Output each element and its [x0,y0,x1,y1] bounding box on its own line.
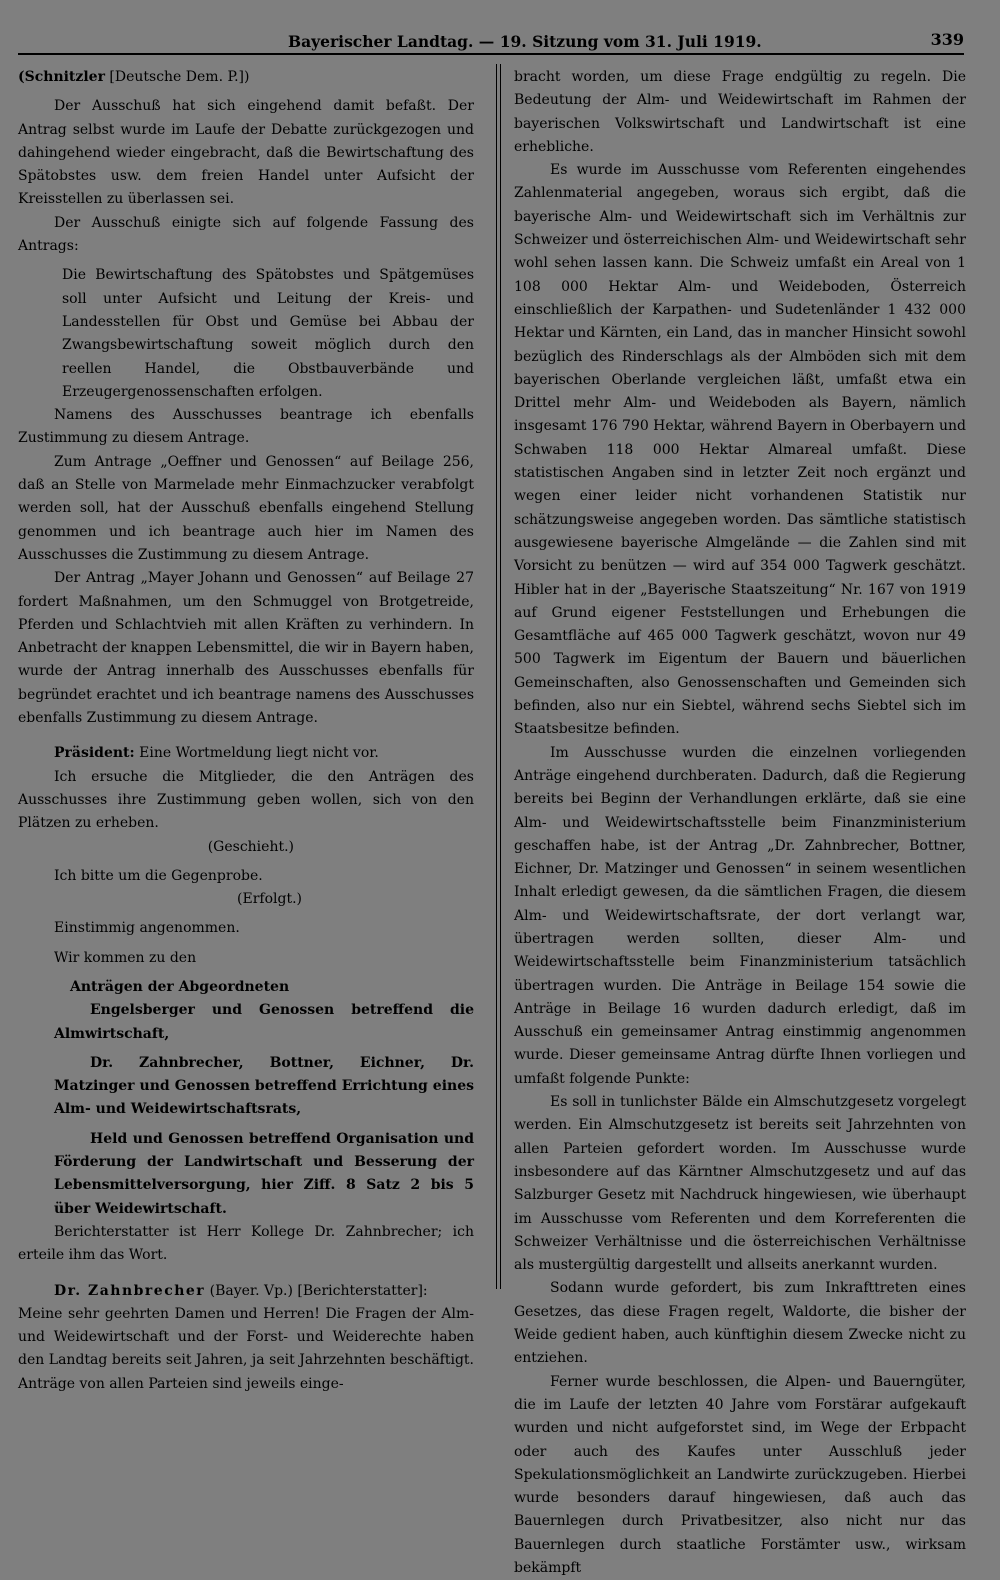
page-header [18,28,964,54]
president-line [18,742,474,765]
left-column [18,66,474,1396]
president-text: Eine Wortmeldung liegt nicht vor. [134,745,379,762]
agenda-item: Dr. Zahnbrecher, Bottner, Eichner, Dr. Matzinger und Genossen betreffend Errichtung eines Alm- und Weidewirtschaftsrats, [54,1054,474,1118]
paragraph: Es soll in tunlichster Bälde ein Almschutzgesetz vorgelegt werden. Ein Almschutzgesetz ist bereits seit Jahrzehnten von allen Parteien gefordert worden. Im Ausschusse wurde insbesondere auf das Kärntner Almschutzgesetz und auf das Salzburger Gesetz mit Nachdruck hingewiesen, wie überhaupt im Ausschusse vom Referenten und dem Korreferenten die Schweizer Verhältnisse und die österreichischen Verhältnisse als mustergültig dargestellt und allseits anerkannt wurden. [514,1094,966,1274]
paragraph: Einstimmig angenommen. [54,920,240,937]
paragraph: Der Antrag „Mayer Johann und Genossen“ auf Beilage 27 fordert Maßnahmen, um den Schmuggel von Brotgetreide, Pferden und Schlachtvieh mit allen Kräften zu verhindern. In Anbetracht der knappen Lebensmittel, die wir in Bayern haben, wurde der Antrag innerhalb des Ausschusses ebenfalls für begründet erachtet und ich beantrage namens des Ausschusses ebenfalls Zustimmung zu diesem Antrage. [18,570,474,727]
paragraph: Ferner wurde beschlossen, die Alpen- und Bauerngüter, die im Laufe der letzten 40 Jahre vom Forstärar aufgekauft wurden und nicht aufgeforstet sind, im Wege der Erbpacht oder auch des Kaufes unter Ausschluß jeder Spekulationsmöglichkeit an Landwirte zurückzugeben. Hierbei wurde besonders darauf hingewiesen, daß auch das Bauernlegen durch Privatbesitzer, also nicht nur das Bauernlegen durch staatliche Forstämter usw., wirksam bekämpft [514,1373,966,1576]
stage-direction: (Erfolgt.) [237,891,302,908]
running-title: Bayerischer Landtag. — 19. Sitzung vom 31. Juli 1919. [288,32,762,51]
paragraph: Ich ersuche die Mitglieder, die den Anträgen des Ausschusses ihre Zustimmung geben wollen, sich von den Plätzen zu erheben. [18,768,474,832]
speaker-name: (Schnitzler [18,69,105,85]
right-column [514,66,966,1580]
stage-direction: (Geschieht.) [207,838,294,855]
paragraph: Zum Antrage „Oeffner und Genossen“ auf Beilage 256, daß an Stelle von Marmelade mehr Einmachzucker verabfolgt werden soll, hat der Ausschuß ebenfalls eingehend Stellung genommen und ich beantrage auch hier im Namen des Ausschusses die Zustimmung zu diesem Antrage. [18,453,474,563]
paragraph: Es wurde im Ausschusse vom Referenten eingehendes Zahlenmaterial angegeben, woraus sich ergibt, daß die bayerische Alm- und Weidewirtschaft sich im Verhältnis zur Schweizer und österreichischen Alm- und Weidewirtschaft sehr wohl sehen lassen kann. Die Schweiz umfaßt ein Areal von 1 108 000 Hektar Alm- und Weideboden, Österreich einschließlich der Karpathen- und Sudetenländer 1 432 000 Hektar und Kärnten, ein Land, das in mancher Hinsicht sowohl bezüglich des Rinderschlags als der Almböden sich mit dem bayerischen Oberlande vergleichen läßt, umfaßt etwa ein Drittel mehr Alm- und Weideboden als Bayern, nämlich insgesamt 176 790 Hektar, während Bayern in Oberbayern und Schwaben 118 000 Hektar Almareal umfaßt. Diese statistischen Angaben sind in letzter Zeit noch ergänzt und wegen einer leider nicht vorhandenen Statistik nur schätzungsweise angegeben worden. Das sämtliche statistisch ausgewiesene bayerische Almgelände — die Zahlen sind mit Vorsicht zu benützen — wird auf 354 000 Tagwerk geschätzt. Hibler hat in der „Bayerische Staatszeitung“ Nr. 167 von 1919 auf Grund eigener Feststellungen und Erhebungen die Gesamtfläche auf 465 000 Tagwerk geschätzt, wovon nur 49 500 Tagwerk im Eigentum der Bauern und bäuerlichen Gemeinschaften, also Genossenschaften und Gemeinden sich befinden, also nur ein Siebtel, während sechs Siebtel sich im Staatsbesitze befinden. [514,162,966,738]
paragraph: Meine sehr geehrten Damen und Herren! Die Fragen der Alm- und Weidewirtschaft und der Forst- und Weiderechte haben den Landtag bereits seit Jahren, ja seit Jahrzehnten beschäftigt. Anträge von allen Parteien sind jeweils einge- [18,1305,474,1392]
speaker-line [18,66,474,89]
column-divider [496,64,501,1289]
paragraph: bracht worden, um diese Frage endgültig zu regeln. Die Bedeutung der Alm- und Weidewirtschaft im Rahmen der bayerischen Volkswirtschaft und Landwirtschaft ist eine erhebliche. [514,69,966,155]
paragraph: Sodann wurde gefordert, bis zum Inkrafttreten eines Gesetzes, das diese Fragen regelt, Waldorte, die bisher der Weide gedient haben, auch künftighin diesem Zwecke nicht zu entziehen. [514,1280,966,1367]
paragraph: Im Ausschusse wurden die einzelnen vorliegenden Anträge eingehend durchberaten. Dadurch, daß die Regierung bereits bei Beginn der Verhandlungen erklärte, daß sie eine Alm- und Weidewirtschaftsstelle beim Finanzministerium geschaffen habe, ist der Antrag „Dr. Zahnbrecher, Bottner, Eichner, Dr. Matzinger und Genossen“ in seinem wesentlichen Inhalt erledigt gewesen, da die sämtlichen Fragen, die diesem Alm- und Weidewirtschaftsrate, der dort verlangt war, übertragen werden sollten, dieser Alm- und Weidewirtschaftsstelle beim Finanzministerium tatsächlich übertragen wurden. Die Anträge in Beilage 154 sowie die Anträge in Beilage 16 wurden dadurch erledigt, daß im Ausschuß ein gemeinsamer Antrag einstimmig angenommen wurde. Dieser gemeinsame Antrag dürfte Ihnen vorliegen und umfaßt folgende Punkte: [514,744,966,1087]
paragraph: Der Ausschuß einigte sich auf folgende Fassung des Antrags: [18,214,474,255]
agenda-heading: Anträgen der Abgeordneten [70,978,290,995]
paragraph: Ich bitte um die Gegenprobe. [54,867,263,884]
speaker-line [18,1280,474,1303]
paragraph: Berichterstatter ist Herr Kollege Dr. Zahnbrecher; ich erteile ihm das Wort. [18,1223,474,1264]
paragraph: Wir kommen zu den [54,949,197,966]
speaker-name: Dr. Zahnbrecher [54,1282,206,1299]
paragraph: Der Ausschuß hat sich eingehend damit befaßt. Der Antrag selbst wurde im Laufe der Debatte zurückgezogen und dahingehend wieder eingebracht, daß die Bewirtschaftung des Spätobstes usw. dem freien Handel unter Aufsicht der Kreisstellen zu überlassen sei. [18,98,474,208]
page-number: 339 [930,30,964,49]
speaker-party: [Deutsche Dem. P.]) [104,69,250,85]
president-label: Präsident: [54,745,135,762]
speaker-party: (Bayer. Vp.) [Berichterstatter]: [205,1282,428,1299]
agenda-item: Engelsberger und Genossen betreffend die Almwirtschaft, [54,1002,474,1042]
header-rule [18,53,964,55]
paragraph: Namens des Ausschusses beantrage ich ebenfalls Zustimmung zu diesem Antrage. [18,407,474,447]
motion-quote: Die Bewirtschaftung des Spätobstes und Spätgemüses soll unter Aufsicht und Leitung der Kreis- und Landesstellen für Obst und Gemüse bei Abbau der Zwangsbewirtschaftung soweit möglich durch den reellen Handel, die Obstbauverbände und Erzeugergenossenschaften erfolgen. [62,267,474,400]
agenda-item: Held und Genossen betreffend Organisation und Förderung der Landwirtschaft und Besserung der Lebensmittelversorgung, hier Ziff. 8 Satz 2 bis 5 über Weidewirtschaft. [54,1130,474,1217]
